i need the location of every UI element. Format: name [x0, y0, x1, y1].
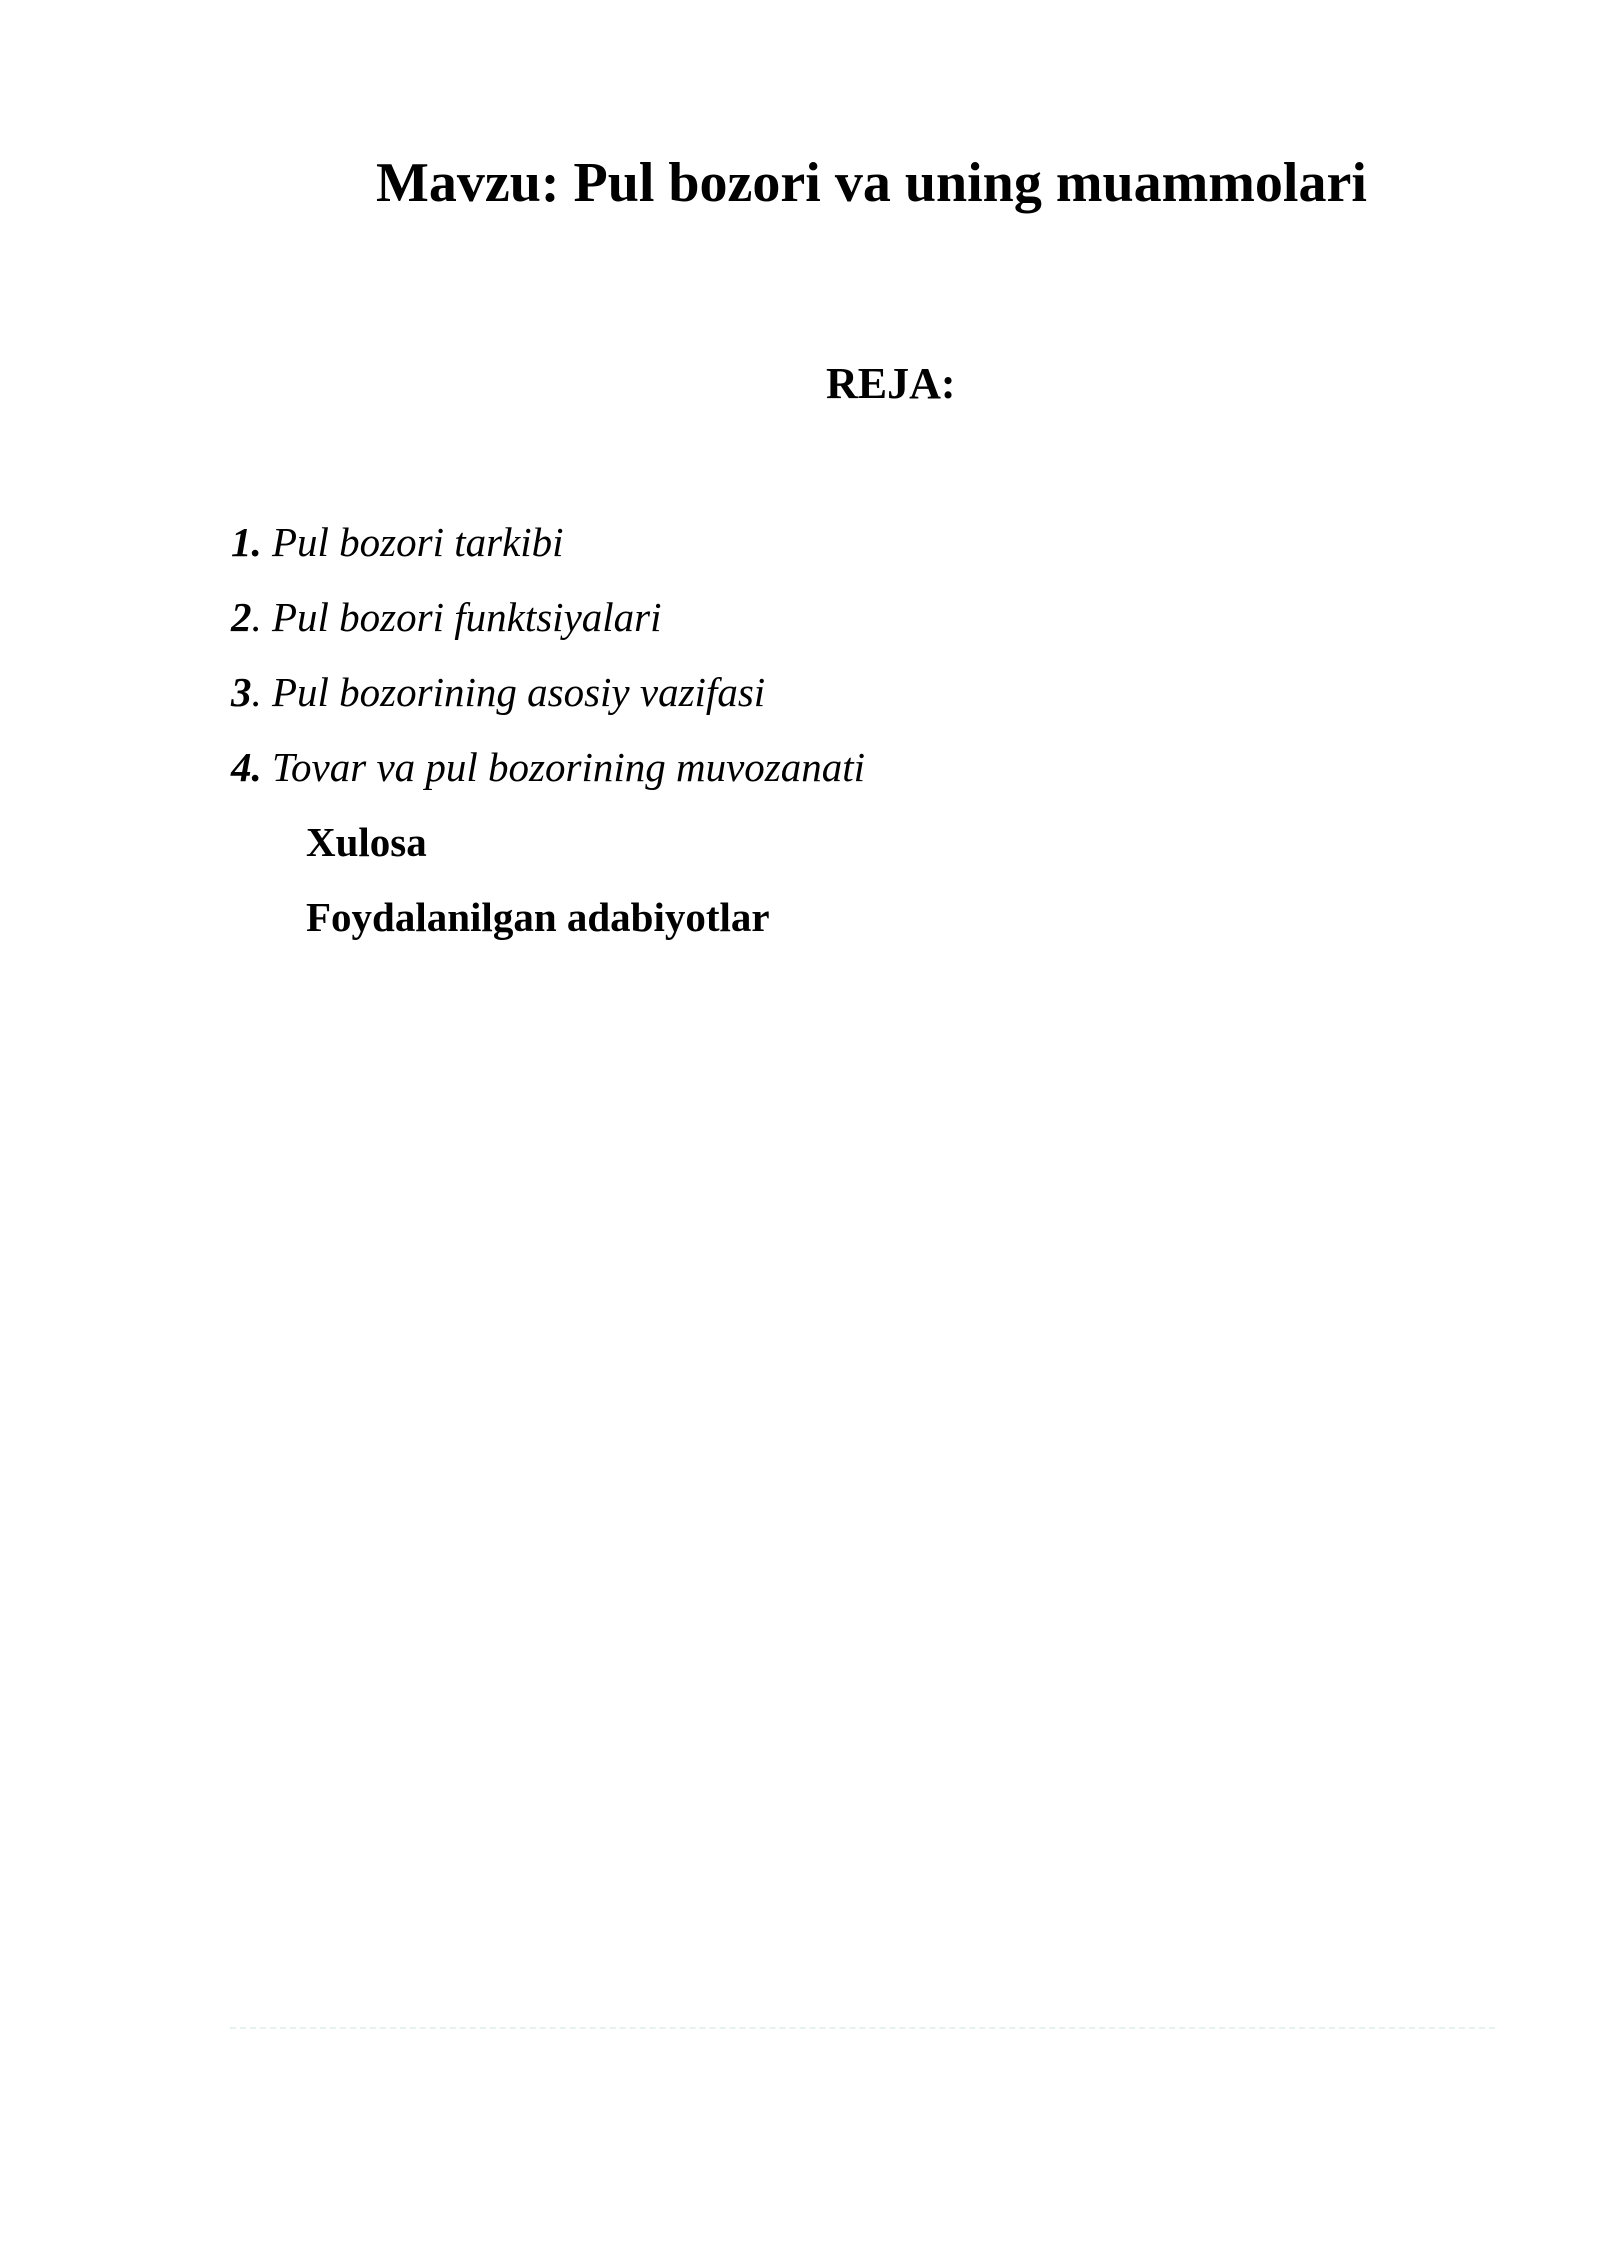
plan-item-text: Pul bozori funktsiyalari: [261, 594, 662, 640]
plan-heading: REJA:: [826, 359, 956, 408]
plan-item: [231, 580, 865, 655]
plan-item: [231, 730, 865, 805]
references-item: Foydalanilgan adabiyotlar: [306, 894, 770, 940]
plan-item: [231, 655, 865, 730]
plan-item-number: 3: [231, 669, 252, 715]
plan-item-text: Tovar va pul bozorining muvozanati: [261, 744, 866, 790]
plan-item-text: Pul bozori tarkibi: [261, 519, 564, 565]
plan-item-punct: .: [251, 669, 262, 715]
footer-divider: [230, 2027, 1495, 2029]
plan-item: [231, 505, 865, 580]
plan-list: [231, 505, 865, 955]
plan-item-punct: .: [251, 594, 262, 640]
page-title: Mavzu: Pul bozori va uning muammolari: [376, 152, 1367, 214]
plan-item-number: 1.: [231, 519, 262, 565]
plan-item-number: 4.: [231, 744, 262, 790]
plan-item-text: Pul bozorining asosiy vazifasi: [261, 669, 766, 715]
plan-item-number: 2: [231, 594, 252, 640]
conclusion-item: Xulosa: [306, 819, 427, 865]
